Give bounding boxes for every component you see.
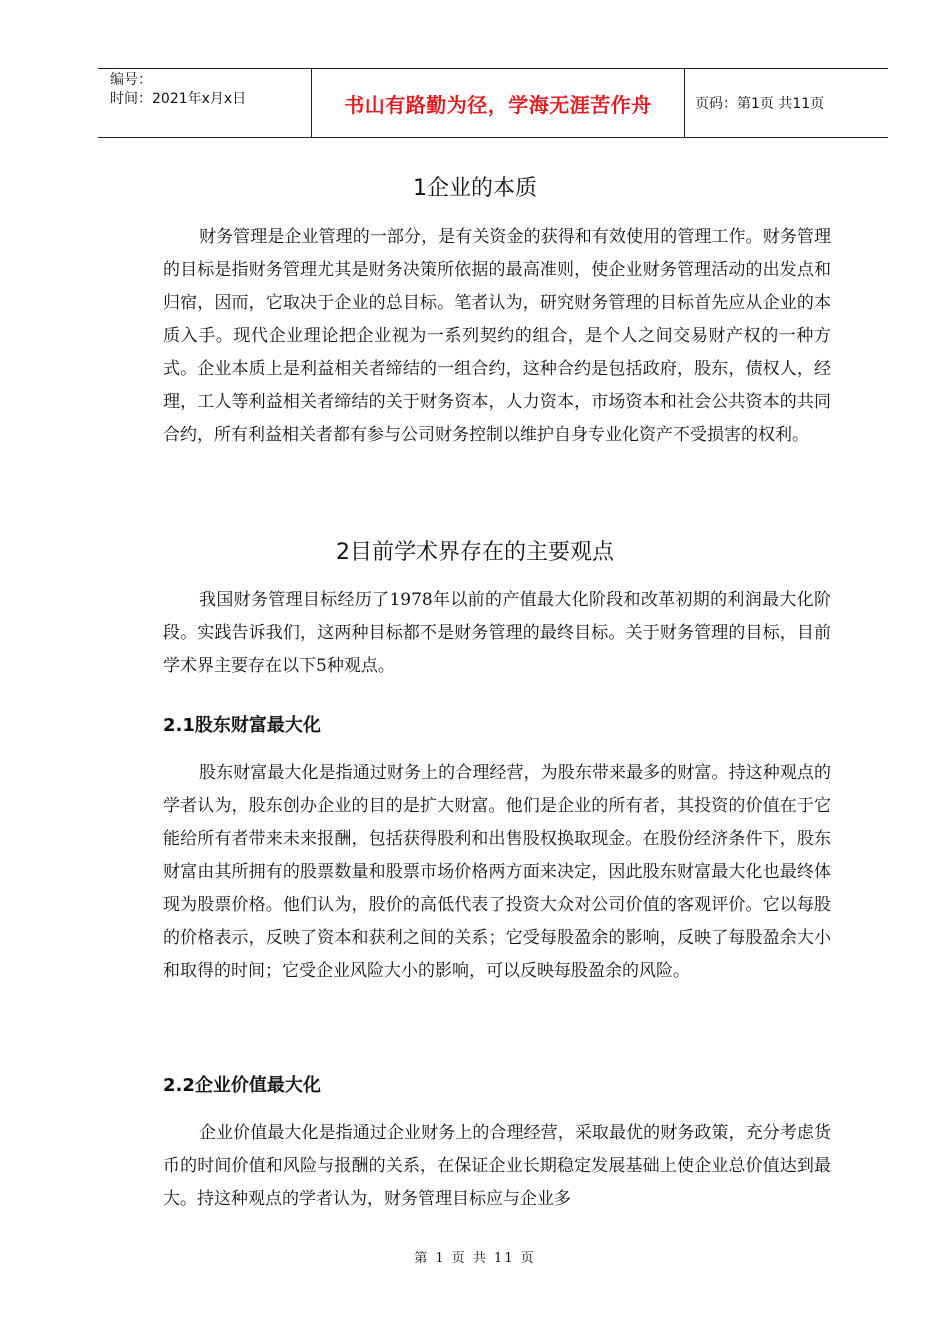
section-1-title: 1企业的本质 [413,176,537,201]
header-meta [98,69,312,137]
section-2-paragraph: 我国财务管理目标经历了1978年以前的产值最大化阶段和改革初期的利润最大化阶段。实践告诉我们，这两种目标都不是财务管理的最终目标。关于财务管理的目标，目前学术界主要存在以下5种观点。 [163,590,831,676]
number-label: 编号： [110,72,152,88]
section-2-1-title: 2.1股东财富最大化 [163,715,321,736]
section-2-title: 2目前学术界存在的主要观点 [336,540,614,565]
document-header [98,68,888,138]
section-2-1-paragraph: 股东财富最大化是指通过财务上的合理经营，为股东带来最多的财富。持这种观点的学者认为，股东创办企业的目的是扩大财富。他们是企业的所有者，其投资的价值在于它能给所有者带来未来报酬，包括获得股利和出售股权换取现金。在股份经济条件下，股东财富由其所拥有的股票数量和股票市场价格两方面来决定，因此股东财富最大化也最终体现为股票价格。他们认为，股价的高低代表了投资大众对公司价值的客观评价。它以每股的价格表示，反映了资本和获利之间的关系；它受每股盈余的影响，反映了每股盈余大小和取得的时间；它受企业风险大小的影响，可以反映每股盈余的风险。 [163,763,831,981]
section-2-2-title: 2.2企业价值最大化 [163,1075,321,1096]
section-1-paragraph: 财务管理是企业管理的一部分，是有关资金的获得和有效使用的管理工作。财务管理的目标是指财务管理尤其是财务决策所依据的最高准则，使企业财务管理活动的出发点和归宿，因而，它取决于企业的总目标。笔者认为，研究财务管理的目标首先应从企业的本质入手。现代企业理论把企业视为一系列契约的组合，是个人之间交易财产权的一种方式。企业本质上是利益相关者缔结的一组合约，这种合约是包括政府，股东，债权人，经理，工人等利益相关者缔结的关于财务资本，人力资本，市场资本和社会公共资本的共同合约，所有利益相关者都有参与公司财务控制以维护自身专业化资产不受损害的权利。 [163,227,831,445]
header-motto: 书山有路勤为径，学海无涯苦作舟 [312,69,685,137]
page-footer: 第 1 页 共 11 页 [414,1251,536,1266]
time-label: 时间：2021年x月x日 [110,91,247,107]
header-page-info: 页码：第1页 共11页 [695,96,825,112]
section-2-2-paragraph: 企业价值最大化是指通过企业财务上的合理经营，采取最优的财务政策，充分考虑货币的时间价值和风险与报酬的关系，在保证企业长期稳定发展基础上使企业总价值达到最大。持这种观点的学者认为，财务管理目标应与企业多 [163,1123,831,1209]
